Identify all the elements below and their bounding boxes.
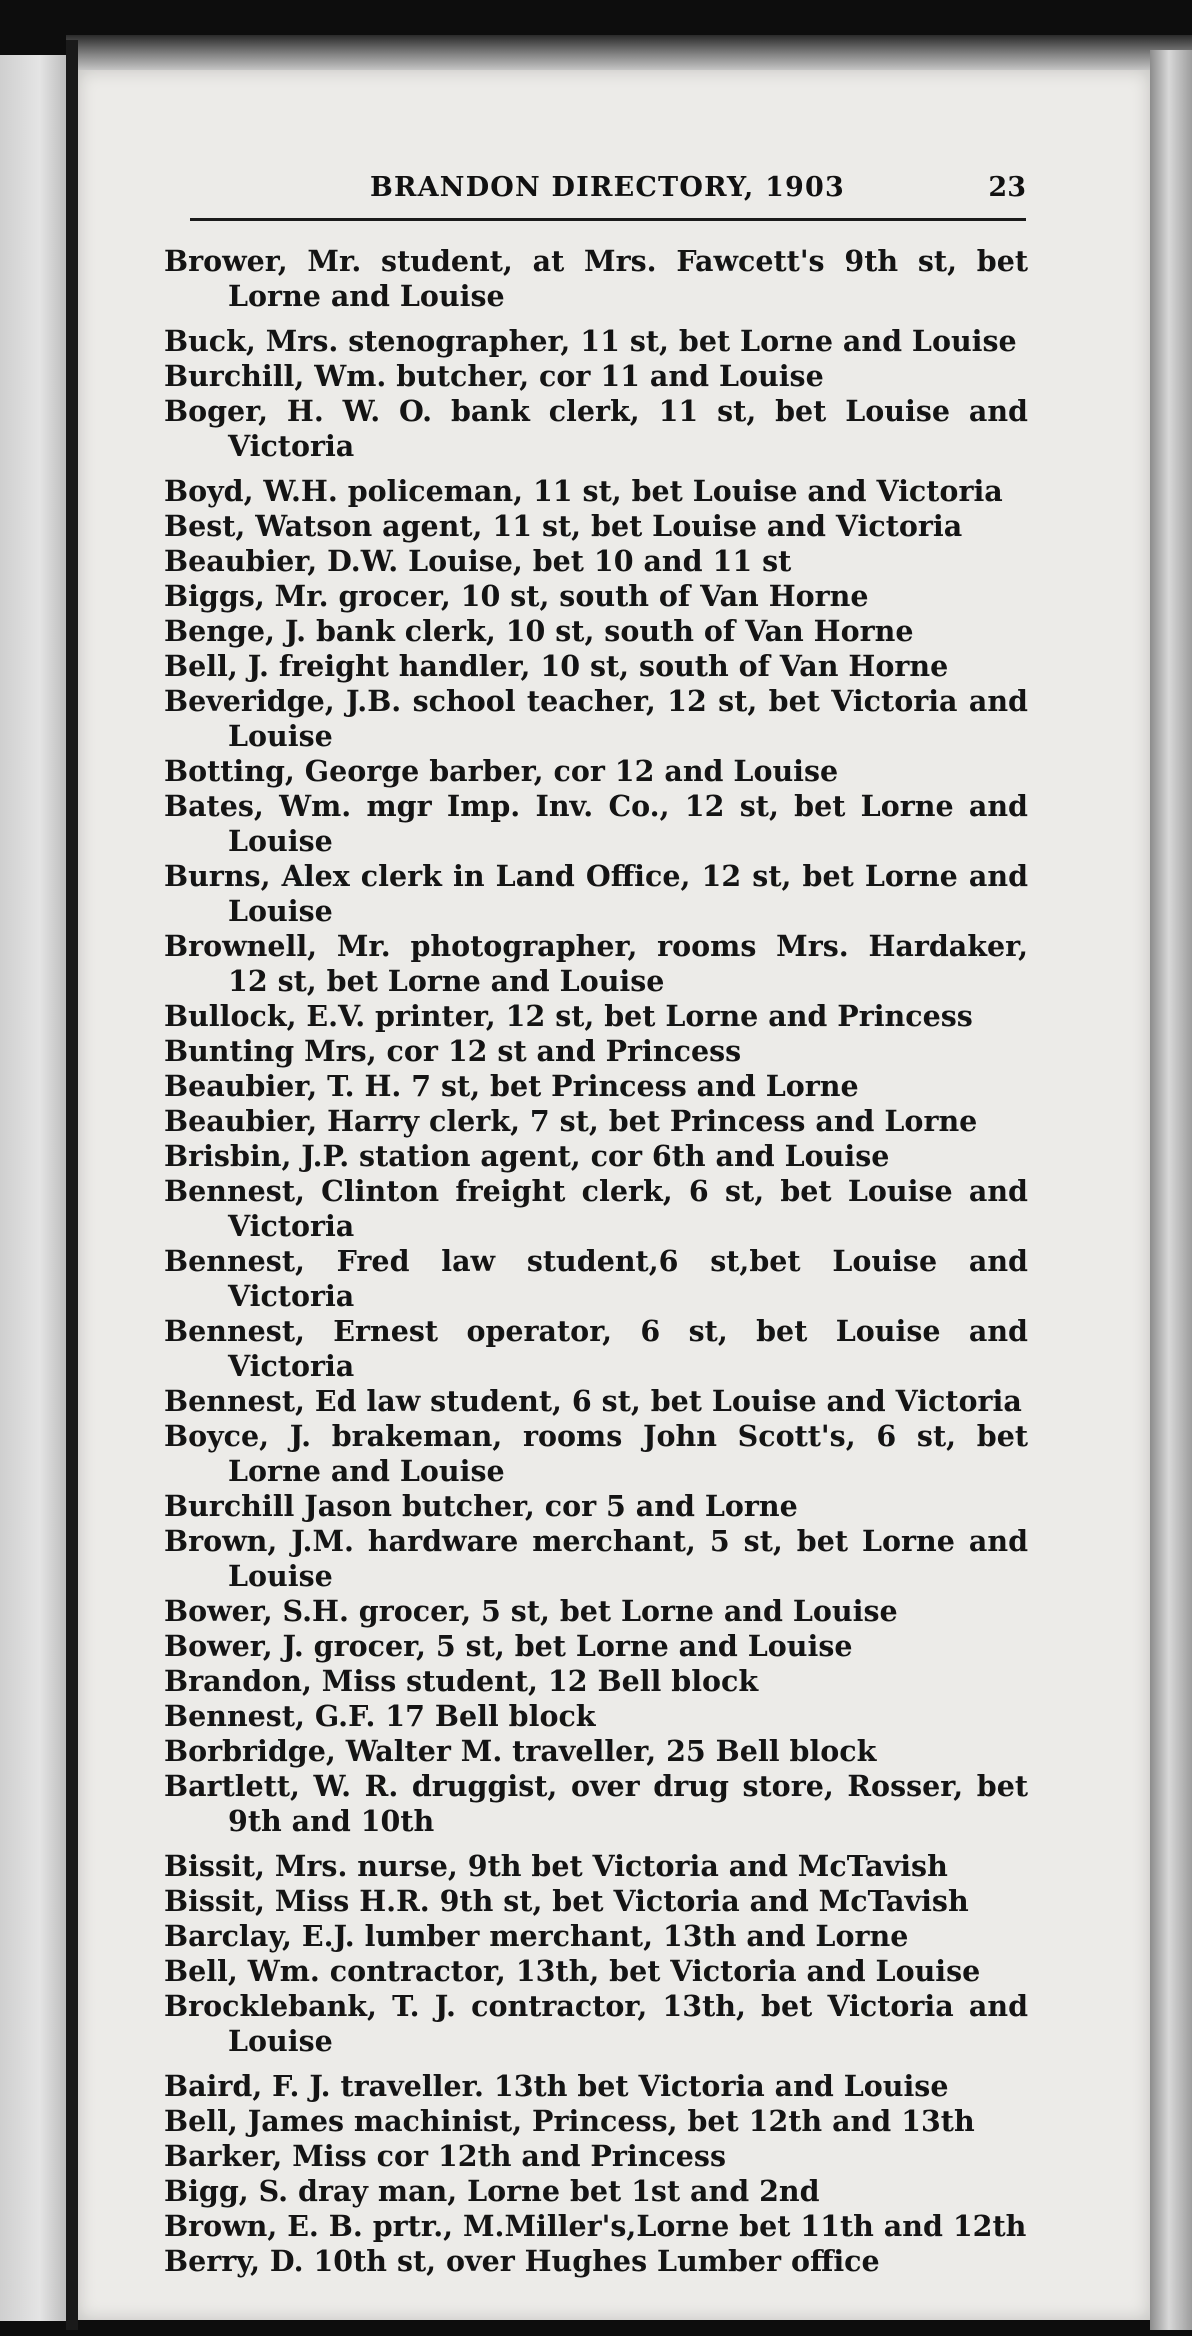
directory-entry: Bennest, Ed law student, 6 st, bet Louise and Victoria [164,1384,1022,1418]
directory-entry: Bell, J. freight handler, 10 st, south of Van Horne [164,649,949,683]
directory-entry: Bower, J. grocer, 5 st, bet Lorne and Louise [164,1629,853,1663]
directory-entry: Boyce, J. brakeman, rooms John Scott's, 6 st, bet Lorne and Louise [164,1419,1028,1488]
directory-entry: Bunting Mrs, cor 12 st and Princess [164,1034,742,1068]
book-spine [66,40,78,2330]
directory-entry: Bates, Wm. mgr Imp. Inv. Co., 12 st, bet Lorne and Louise [164,789,1028,858]
directory-entry: Burchill, Wm. butcher, cor 11 and Louise [164,359,824,393]
directory-entry: Baird, F. J. traveller. 13th bet Victoria and Louise [164,2069,949,2103]
running-header [370,168,1026,214]
directory-entry: Beaubier, T. H. 7 st, bet Princess and Lorne [164,1069,859,1103]
directory-entry: Boyd, W.H. policeman, 11 st, bet Louise and Victoria [164,474,1003,508]
directory-entry: Brown, E. B. prtr., M.Miller's,Lorne bet 11th and 12th [164,2209,1027,2243]
directory-entry: Bennest, G.F. 17 Bell block [164,1699,596,1733]
directory-entry: Bennest, Fred law student,6 st,bet Louise and Victoria [164,1244,1028,1313]
directory-entry: Bell, Wm. contractor, 13th, bet Victoria and Louise [164,1954,981,1988]
directory-entry: Beaubier, Harry clerk, 7 st, bet Princess and Lorne [164,1104,978,1138]
directory-entry: Brownell, Mr. photographer, rooms Mrs. Hardaker, 12 st, bet Lorne and Louise [164,929,1028,998]
directory-entry: Bennest, Clinton freight clerk, 6 st, bet Louise and Victoria [164,1174,1028,1243]
directory-entry: Barker, Miss cor 12th and Princess [164,2139,726,2173]
directory-entry: Botting, George barber, cor 12 and Louise [164,754,839,788]
directory-entry: Brandon, Miss student, 12 Bell block [164,1664,759,1698]
directory-entry: Burchill Jason butcher, cor 5 and Lorne [164,1489,798,1523]
directory-entries [164,244,1028,2279]
directory-entry: Biggs, Mr. grocer, 10 st, south of Van Horne [164,579,869,613]
directory-entry: Beveridge, J.B. school teacher, 12 st, bet Victoria and Louise [164,684,1028,753]
directory-entry: Bell, James machinist, Princess, bet 12th and 13th [164,2104,975,2138]
right-page-edge [1150,50,1192,2330]
page-title: BRANDON DIRECTORY, 1903 [370,172,846,203]
directory-entry: Borbridge, Walter M. traveller, 25 Bell block [164,1734,877,1768]
directory-entry: Bartlett, W. R. druggist, over drug store, Rosser, bet 9th and 10th [164,1769,1028,1838]
directory-entry: Bigg, S. dray man, Lorne bet 1st and 2nd [164,2174,820,2208]
directory-entry: Brisbin, J.P. station agent, cor 6th and Louise [164,1139,890,1173]
directory-entry: Boger, H. W. O. bank clerk, 11 st, bet Louise and Victoria [164,394,1028,463]
page-number: 23 [988,172,1026,203]
directory-entry: Bissit, Miss H.R. 9th st, bet Victoria and McTavish [164,1884,969,1918]
directory-entry: Bennest, Ernest operator, 6 st, bet Louise and Victoria [164,1314,1028,1383]
directory-entry: Benge, J. bank clerk, 10 st, south of Van Horne [164,614,914,648]
left-page-edge [0,55,66,2321]
book-top-edge [66,35,1192,73]
directory-entry: Best, Watson agent, 11 st, bet Louise and Victoria [164,509,963,543]
directory-entry: Bissit, Mrs. nurse, 9th bet Victoria and McTavish [164,1849,948,1883]
directory-entry: Bullock, E.V. printer, 12 st, bet Lorne and Princess [164,999,973,1033]
directory-entry: Berry, D. 10th st, over Hughes Lumber office [164,2244,880,2278]
directory-entry: Beaubier, D.W. Louise, bet 10 and 11 st [164,544,792,578]
directory-entry: Brown, J.M. hardware merchant, 5 st, bet Lorne and Louise [164,1524,1028,1593]
directory-entry: Bower, S.H. grocer, 5 st, bet Lorne and Louise [164,1594,898,1628]
directory-entry: Burns, Alex clerk in Land Office, 12 st, bet Lorne and Louise [164,859,1028,928]
directory-entry: Buck, Mrs. stenographer, 11 st, bet Lorne and Louise [164,324,1017,358]
directory-entry: Brower, Mr. student, at Mrs. Fawcett's 9th st, bet Lorne and Louise [164,244,1028,313]
directory-entry: Brocklebank, T. J. contractor, 13th, bet Victoria and Louise [164,1989,1028,2058]
directory-entry: Barclay, E.J. lumber merchant, 13th and Lorne [164,1919,909,1953]
header-rule [190,218,1026,221]
